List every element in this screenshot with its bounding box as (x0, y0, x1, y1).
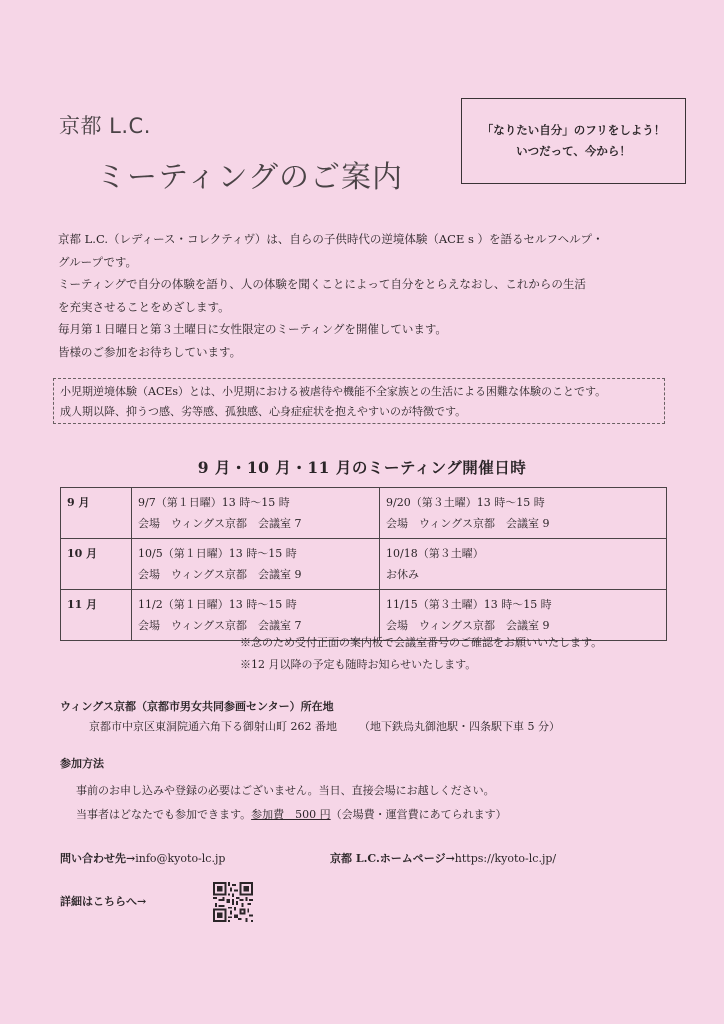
aces-note-line: 成人期以降、抑うつ感、劣等感、孤独感、心身症症状を抱えやすいのが特徴です。 (60, 405, 467, 418)
page-title: ミーティングのご案内 (96, 160, 403, 195)
qr-code-icon[interactable] (213, 882, 253, 922)
join-line-text: 当事者はどなたでも参加できます。 (76, 808, 252, 821)
schedule-title: 9 月・10 月・11 月のミーティング開催日時 (197, 458, 527, 477)
intro-line: ミーティングで自分の体験を語り、人の体験を聞くことによって自分をとらえなおし、これからの生活 (58, 277, 586, 291)
intro-line: グループです。 (58, 254, 138, 269)
meeting-venue: 会場 ウィングス京都 会議室 9 (386, 619, 550, 632)
join-heading: 参加方法 (60, 757, 104, 770)
contact-email-link[interactable]: info@kyoto-lc.jp (135, 852, 226, 865)
homepage-link[interactable]: https://kyoto-lc.jp/ (454, 852, 557, 865)
meeting-date: 10/18（第３土曜） (386, 547, 484, 560)
meeting-date: 11/2（第１日曜）13 時～15 時 (138, 598, 297, 611)
intro-line: 毎月第１日曜日と第３土曜日に女性限定のミーティングを開催しています。 (58, 322, 447, 336)
join-line: 事前のお申し込みや登録の必要はございません。当日、直接会場にお越しください。 (76, 784, 495, 797)
third-saturday-cell (380, 539, 667, 590)
slogan-line-1: 「なりたい自分」のフリをしよう！ (481, 123, 666, 137)
venue-address: 京都市中京区東洞院通六角下る御射山町 262 番地 (89, 720, 337, 733)
meeting-venue: お休み (386, 568, 419, 581)
meeting-date: 9/7（第１日曜）13 時～15 時 (138, 496, 290, 509)
schedule-remarks (240, 632, 602, 676)
join-line (76, 803, 507, 827)
intro-line: を充実させることをめざします。 (58, 299, 230, 314)
table-row (61, 488, 667, 539)
meeting-venue: 会場 ウィングス京都 会議室 9 (138, 568, 302, 581)
intro-line: 皆様のご参加をお待ちしています。 (58, 344, 242, 359)
contact-line (60, 850, 225, 866)
meeting-date: 11/15（第３土曜）13 時～15 時 (386, 598, 552, 611)
homepage-line (330, 850, 556, 866)
month-cell: 11 月 (61, 590, 132, 641)
first-sunday-cell (132, 539, 380, 590)
month-cell: 9 月 (61, 488, 132, 539)
fee-note: （会場費・運営費にあてられます） (330, 808, 507, 821)
contact-label: 問い合わせ先→ (60, 852, 136, 865)
venue-access: （地下鉄烏丸御池駅・四条駅下車 5 分） (359, 720, 560, 733)
meeting-venue: 会場 ウィングス京都 会議室 9 (386, 517, 550, 530)
details-label: 詳細はこちらへ→ (60, 895, 147, 908)
meeting-date: 9/20（第３土曜）13 時～15 時 (386, 496, 545, 509)
intro-line: 京都 L.C.（レディース・コレクティヴ）は、自らの子供時代の逆境体験（ACE s ）を語るセルフヘルプ・ (58, 232, 604, 246)
venue-heading: ウィングス京都（京都市男女共同参画センター）所在地 (60, 700, 334, 713)
slogan-box (461, 98, 686, 184)
third-saturday-cell (380, 488, 667, 539)
intro-text (58, 228, 678, 363)
join-body (76, 779, 507, 827)
meeting-venue: 会場 ウィングス京都 会議室 7 (138, 517, 302, 530)
aces-note-box (53, 378, 665, 424)
meeting-venue: 会場 ウィングス京都 会議室 7 (138, 619, 302, 632)
participation-fee: 参加費 500 円 (251, 808, 331, 821)
remark-line: ※12 月以降の予定も随時お知らせいたします。 (240, 658, 477, 671)
first-sunday-cell (132, 488, 380, 539)
aces-note-line: 小児期逆境体験（ACEs）とは、小児期における被虐待や機能不全家族との生活による困難な体験のことです。 (60, 385, 607, 398)
schedule-table (60, 487, 667, 641)
month-cell: 10 月 (61, 539, 132, 590)
venue-address-line (89, 718, 560, 734)
org-name: 京都 L.C. (59, 114, 151, 138)
meeting-date: 10/5（第１日曜）13 時～15 時 (138, 547, 297, 560)
table-row (61, 539, 667, 590)
homepage-label: 京都 L.C.ホームページ→ (330, 852, 455, 865)
slogan-line-2: いつだって、今から！ (516, 144, 631, 158)
remark-line: ※念のため受付正面の案内板で会議室番号のご確認をお願いいたします。 (240, 636, 603, 649)
